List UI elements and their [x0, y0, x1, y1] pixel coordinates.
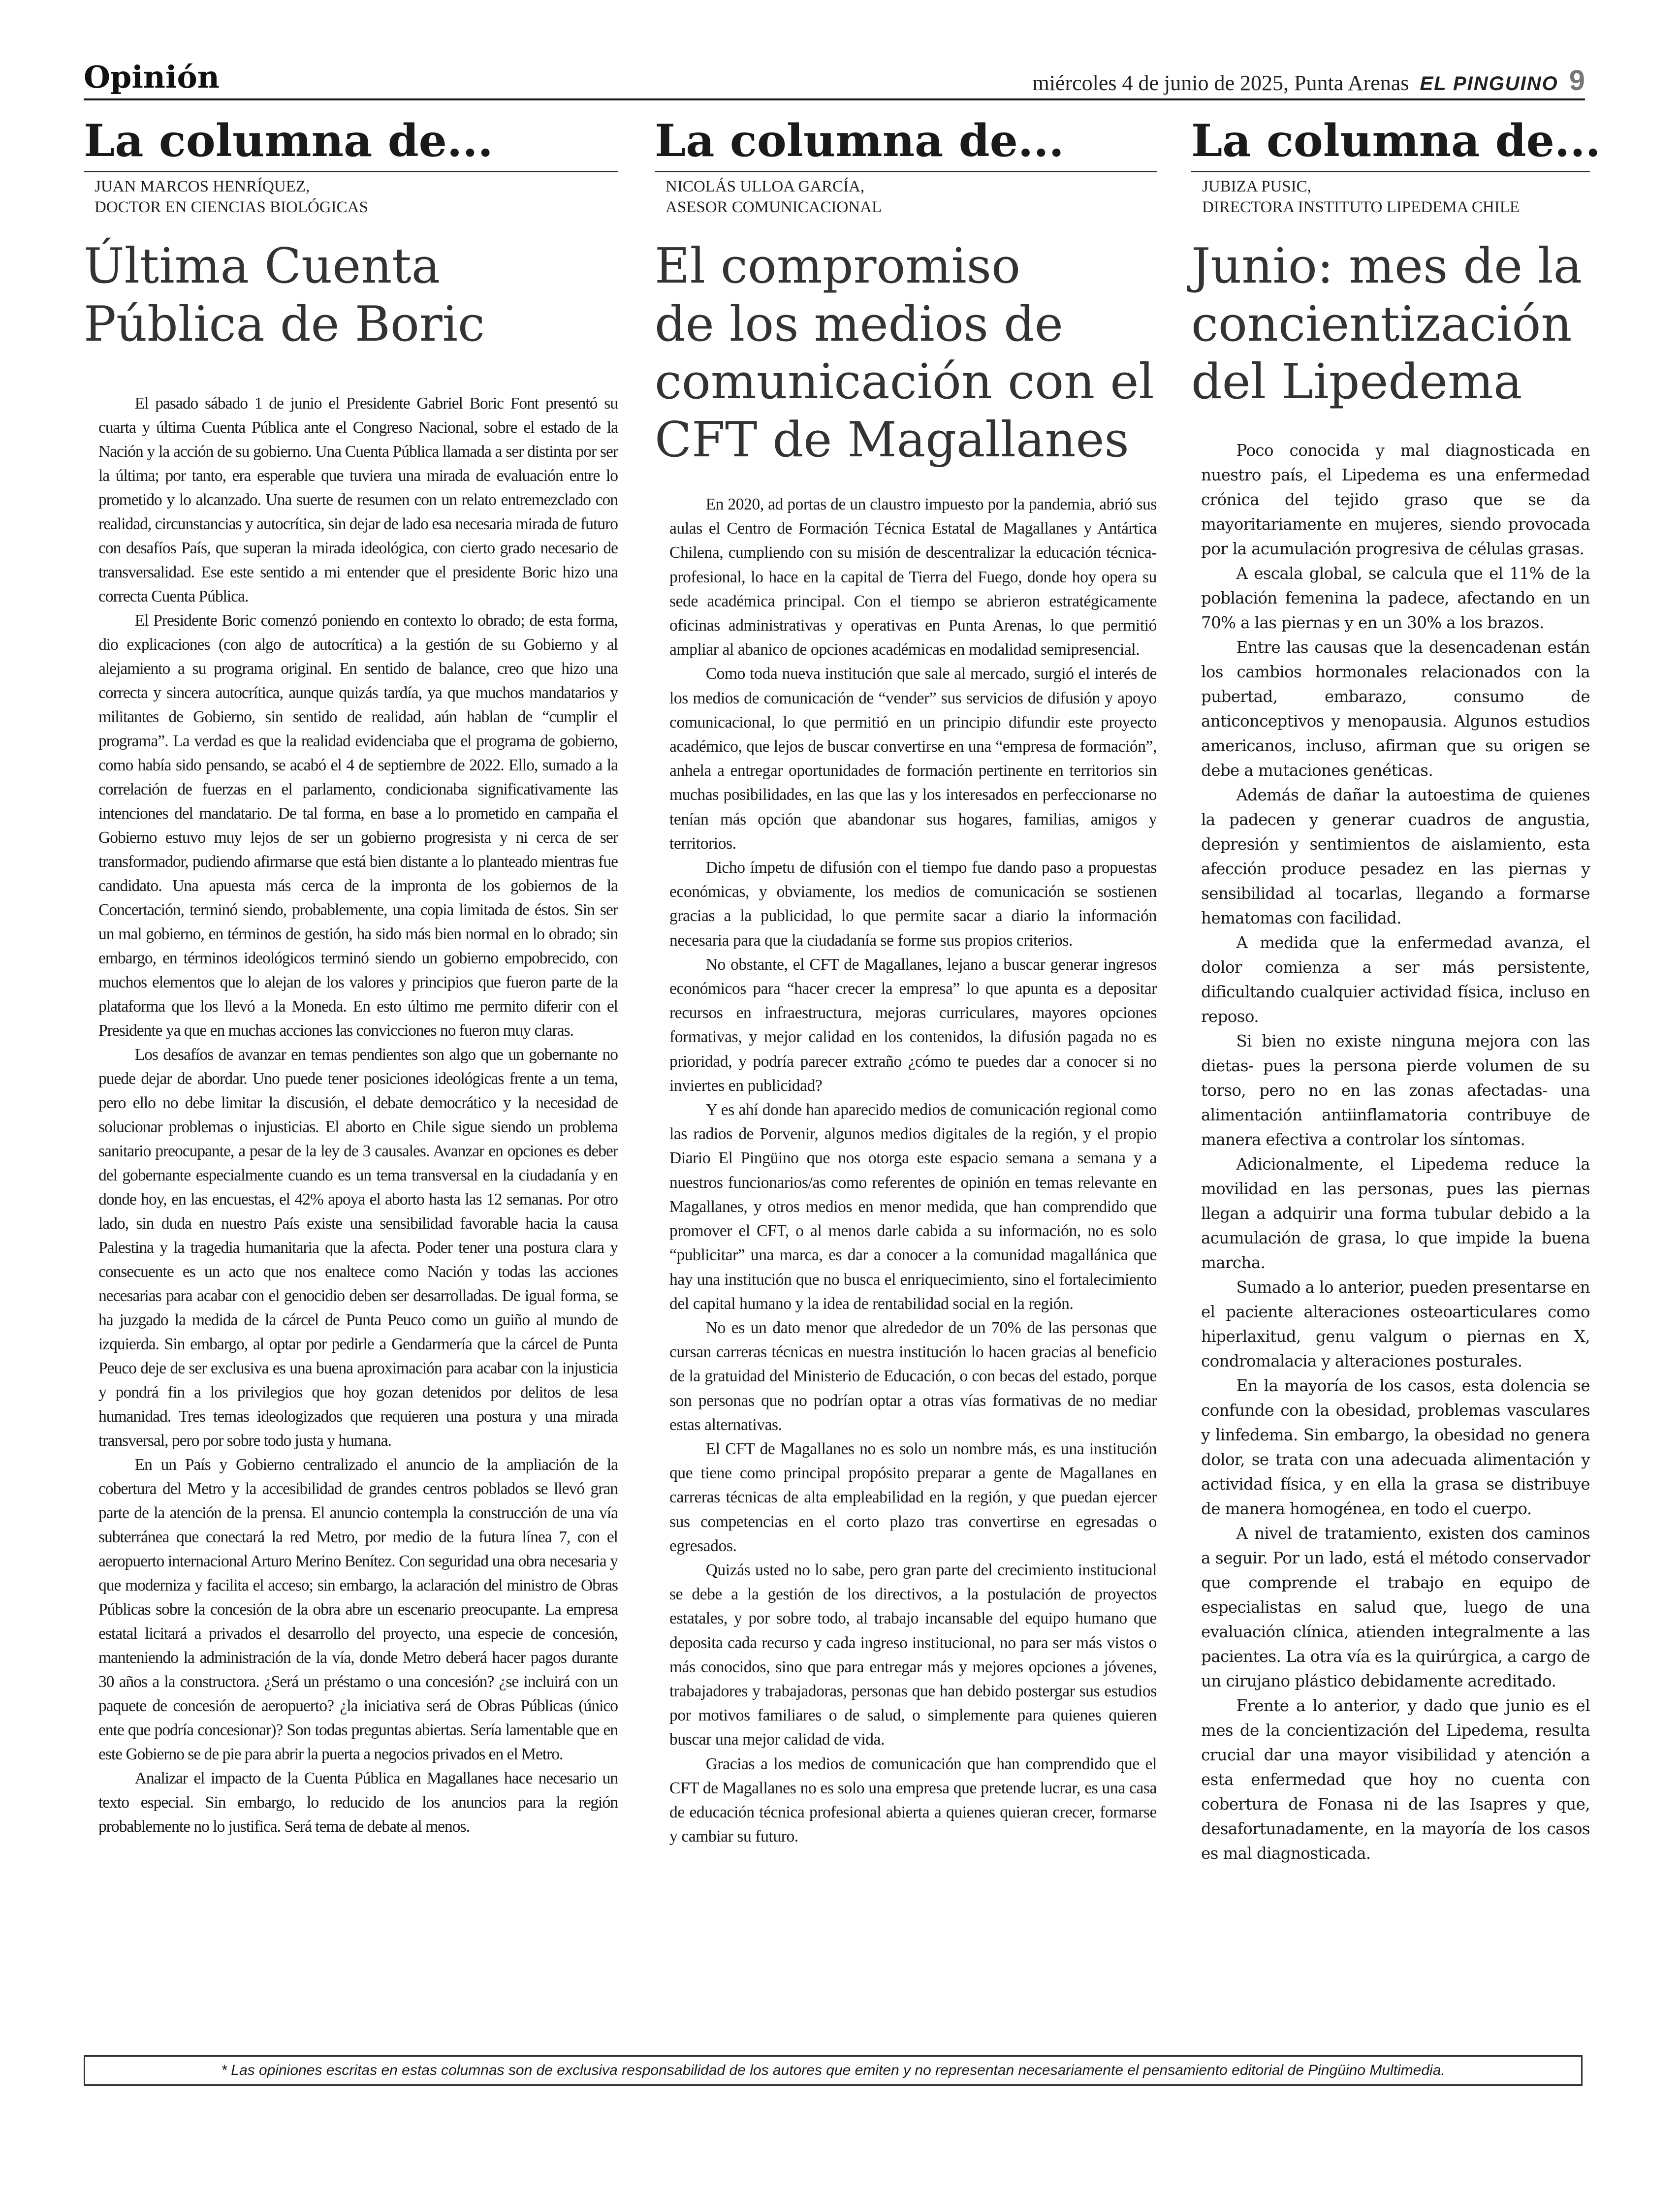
headline-line: Junio: mes de la [1191, 238, 1583, 295]
author-name: NICOLÁS ULLOA GARCÍA, [666, 177, 865, 195]
author-role: DOCTOR EN CIENCIAS BIOLÓGICAS [95, 198, 368, 217]
article-headline [1191, 238, 1590, 412]
page-number: 9 [1569, 64, 1585, 96]
body-paragraph: Los desafíos de avanzar en temas pendientes son algo que un gobernante no puede dejar de abordar. Uno puede tener posiciones ideológicas frente a un tema, pero ello no debe limitar la discusión, el debate democrático y la necesidad de solucionar problemas o injusticias. El aborto en Chile sigue siendo un problema sanitario preocupante, a pesar de la ley de 3 causales. Avanzar en opciones es deber del gobernante especialmente cuando es un tema transversal en la ciudadanía y en donde hoy, en las encuestas, el 42% apoya el aborto hasta las 12 semanas. Por otro lado, sin duda en nuestro País existe una sensibilidad favorable hacia la causa Palestina y la tragedia humanitaria que la afecta. Poder tener una postura clara y consecuente es un acto que nos enaltece como Nación y todas las acciones necesarias para acabar con el genocidio deben ser desarrolladas. De igual forma, se ha juzgado la medida de la cárcel de Punta Peuco como un guiño al mundo de izquierda. Sin embargo, al optar por pedirle a Gendarmería que la cárcel de Punta Peuco deje de ser exclusiva es una buena aproximación para acabar con la injusticia y pondrá fin a los privilegios que hoy gozan detenidos por delitos de lesa humanidad. Tres temas ideologizados que requieren una postura y una mirada transversal, pero por sobre todo justa y humana. [98, 1046, 618, 1450]
opinion-column-1 [84, 115, 618, 1836]
body-paragraph: El pasado sábado 1 de junio el Presidente Gabriel Boric Font presentó su cuarta y última Cuenta Pública ante el Congreso Nacional, sobre el estado de la Nación y la acción de su gobierno. Una Cuenta Pública llamada a ser distinta por ser la última; por tanto, era esperable que tuviera una mirada de evaluación entre lo prometido y lo alcanzado. Una suerte de resumen con un relato entremezclado con realidad, circunstancias y autocrítica, sin dejar de lado esa necesaria mirada de futuro con desafíos País, que superan la mirada ideológica, con cierto grado necesario de transversalidad. Ese este sentido a mi entender que el presidente Boric hizo una correcta Cuenta Pública. [98, 394, 618, 605]
article-body [98, 391, 618, 1839]
body-paragraph: Adicionalmente, el Lipedema reduce la movilidad en las personas, pues las piernas llegan a adquirir una forma tubular debido a la acumulación de grasa, lo que impide la buena marcha. [1201, 1155, 1590, 1272]
body-paragraph: Frente a lo anterior, y dado que junio es el mes de la concientización del Lipedema, resulta crucial dar una mayor visibilidad y atención a esta enfermedad que hoy no cuenta con cobertura de Fonasa ni de las Isapres y que, desafortunadamente, en la mayoría de los casos es mal diagnosticada. [1201, 1696, 1590, 1863]
kicker-divider [1191, 171, 1590, 172]
byline [1202, 176, 1590, 219]
body-paragraph: No es un dato menor que alrededor de un 70% de las personas que cursan carreras técnicas en nuestra institución lo hacen gracias al beneficio de la gratuidad del Ministerio de Educación, o con becas del estado, porque son personas que no podrían optar a otras vías formativas de no mediar estas alternativas. [669, 1318, 1157, 1434]
body-paragraph: Quizás usted no lo sabe, pero gran parte del crecimiento institucional se debe a la gestión de los directivos, a la postulación de proyectos estatales, y por sobre todo, al trabajo incansable del equipo humano que deposita cada recurso y cada ingreso institucional, no para ser más vistos o más conocidos, sino que para entregar más y mejores opciones a jóvenes, trabajadores y trabajadoras, personas que han debido postergar sus estudios por motivos familiares o de salud, o simplemente para quienes quieren buscar una mejor calidad de vida. [669, 1561, 1157, 1749]
article-headline [655, 238, 1157, 469]
byline [666, 176, 1157, 219]
body-paragraph: Analizar el impacto de la Cuenta Pública en Magallanes hace necesario un texto especial. Sin embargo, lo reducido de los anuncios para la región probablemente no lo justifica. Será tema de debate al menos. [98, 1769, 618, 1836]
column-kicker: La columna de... [84, 115, 493, 167]
opinion-column-2 [655, 115, 1157, 1846]
body-paragraph: No obstante, el CFT de Magallanes, lejano a buscar generar ingresos económicos para “hacer crecer la empresa” lo que apunta es a depositar recursos en infraestructura, mejoras curriculares, mayores opciones formativas, y mejor calidad en los contenidos, la difusión pagada no es prioridad, y podría parecer extraño ¿cómo te puedes dar a conocer si no inviertes en publicidad? [669, 955, 1157, 1095]
body-paragraph: Sumado a lo anterior, pueden presentarse en el paciente alteraciones osteoarticulares como hiperlaxitud, genu valgum o piernas en X, condromalacia y alteraciones posturales. [1201, 1278, 1590, 1370]
date-line: miércoles 4 de junio de 2025, Punta Arenas [1032, 71, 1409, 95]
body-paragraph: A escala global, se calcula que el 11% de la población femenina la padece, afectando en un 70% a las piernas y en un 30% a los brazos. [1201, 564, 1590, 632]
headline-line: del Lipedema [1191, 354, 1522, 411]
body-paragraph: Poco conocida y mal diagnosticada en nuestro país, el Lipedema es una enfermedad crónica del tejido graso que se da mayoritariamente en mujeres, siendo provocada por la acumulación progresiva de células grasas. [1201, 441, 1590, 558]
kicker-divider [655, 171, 1157, 172]
body-paragraph: En un País y Gobierno centralizado el anuncio de la ampliación de la cobertura del Metro y la accesibilidad de grandes centros poblados se llevó gran parte de la atención de la prensa. El anuncio contempla la construcción de una vía subterránea que conectará la red Metro, por medio de la futura línea 7, con el aeropuerto internacional Arturo Merino Benítez. Con seguridad una obra necesaria y que moderniza y facilita el acceso; sin embargo, la aclaración del ministro de Obras Públicas sobre la concesión de la obra abre un escenario preocupante. La empresa estatal licitará a privados el desarrollo del proyecto, una especie de concesión, manteniendo la administración de la vía, donde Metro deberá hacer pagos durante 30 años a la constructora. ¿Será un préstamo o una concesión? ¿se incluirá con un paquete de concesión de aeropuerto? ¿la iniciativa será de Obras Públicas (único ente que podría concesionar)? Son todas preguntas abiertas. Sería lamentable que en este Gobierno se de pie para abrir la puerta a negocios privados en el Metro. [98, 1456, 618, 1763]
header-divider [84, 98, 1585, 100]
author-name: JUAN MARCOS HENRÍQUEZ, [95, 177, 310, 195]
byline [95, 176, 618, 219]
headline-line: comunicación con el [655, 354, 1154, 411]
column-kicker: La columna de... [1191, 115, 1601, 167]
body-paragraph: A nivel de tratamiento, existen dos caminos a seguir. Por un lado, está el método conservador que comprende el trabajo en equipo de especialistas en salud que, luego de una evaluación clínica, atienden integralmente a las pacientes. La otra vía es la quirúrgica, a cargo de un cirujano plástico debidamente acreditado. [1201, 1524, 1590, 1690]
body-paragraph: Además de dañar la autoestima de quienes la padecen y generar cuadros de angustia, depresión y sentimientos de aislamiento, esta afección produce pesadez en las piernas y sensibilidad al tocarlas, llegando a formarse hematomas con facilidad. [1201, 786, 1590, 927]
body-paragraph: Dicho ímpetu de difusión con el tiempo fue dando paso a propuestas económicas, y obviamente, los medios de comunicación se sostienen gracias a la publicidad, lo que permite sacar a diario la información necesaria para que la ciudadanía se forme sus propios criterios. [669, 859, 1157, 950]
headline-line: CFT de Magallanes [655, 412, 1129, 469]
body-paragraph: En la mayoría de los casos, esta dolencia se confunde con la obesidad, problemas vasculares y linfedema. Sin embargo, la obesidad no genera dolor, se trata con una adecuada alimentación y actividad física, y en ella la grasa se distribuye de manera homogénea, en todo el cuerpo. [1201, 1376, 1590, 1518]
body-paragraph: A medida que la enfermedad avanza, el dolor comienza a ser más persistente, dificultando cualquier actividad física, incluso en reposo. [1201, 933, 1590, 1026]
author-name: JUBIZA PUSIC, [1202, 177, 1311, 195]
body-paragraph: El Presidente Boric comenzó poniendo en contexto lo obrado; de esta forma, dio explicaciones (con algo de autocrítica) a la gestión de su Gobierno y al alejamiento a su programa original. En sentido de balance, creo que hizo una correcta y sincera autocrítica, aunque quizás tardía, ya que muchos mandatarios y militantes de Gobierno, sin sentido de realidad, aún hablan de “cumplir el programa”. La verdad es que la realidad evidenciaba que el programa de gobierno, como había sido pensando, se acabó el 4 de septiembre de 2022. Ello, sumado a la correlación de fuerzas en el parlamento, condicionaba significativamente las intenciones del mandatario. De tal forma, en base a lo prometido en campaña el Gobierno estuvo muy lejos de ser un gobierno progresista y ni cerca de ser transformador, pudiendo afirmarse que está bien distante a lo planteado mientras fue candidato. Una apuesta más cerca de la impronta de los gobiernos de la Concertación, terminó siendo, probablemente, una copia limitada de éstos. Sin ser un mal gobierno, en términos de gestión, ha sido más bien normal en lo obrado; sin embargo, en términos ideológicos terminó siendo un gobierno empobrecido, con muchos elementos que lo alejan de los valores y principios que fueron parte de la plataforma que los llevó a la Moneda. En esto último me permito diferir con el Presidente ya que en muchas acciones las convicciones no fueron muy claras. [98, 611, 618, 1040]
body-paragraph: Entre las causas que la desencadenan están los cambios hormonales relacionados con la pubertad, embarazo, consumo de anticonceptivos y menopausia. Algunos estudios americanos, incluso, afirman que su origen se debe a mutaciones genéticas. [1201, 638, 1590, 780]
kicker-divider [84, 171, 618, 172]
author-role: ASESOR COMUNICACIONAL [666, 198, 882, 217]
author-role: DIRECTORA INSTITUTO LIPEDEMA CHILE [1202, 198, 1520, 217]
body-paragraph: Gracias a los medios de comunicación que han comprendido que el CFT de Magallanes no es solo una empresa que pretende lucrar, es una casa de educación técnica profesional abierta a quienes quieran crecer, formarse y cambiar su futuro. [669, 1754, 1157, 1846]
newspaper-logo: EL PINGUINO [1420, 73, 1558, 95]
headline-line: Pública de Boric [84, 296, 485, 352]
article-headline [84, 238, 618, 353]
column-kicker: La columna de... [655, 115, 1064, 167]
section-label: Opinión [84, 59, 220, 95]
disclaimer-text: * Las opiniones escritas en estas columnas son de exclusiva responsabilidad de los autores que emiten y no representan necesariamente el pensamiento editorial de Pingüino Multimedia. [221, 2062, 1445, 2078]
body-paragraph: En 2020, ad portas de un claustro impuesto por la pandemia, abrió sus aulas el Centro de Formación Técnica Estatal de Magallanes y Antártica Chilena, cumpliendo con su misión de descentralizar la educación técnica-profesional, lo hace en la capital de Tierra del Fuego, donde hoy opera su sede académica principal. Con el tiempo se abrieron estratégicamente oficinas administrativas y operativas en Punta Arenas, lo que permitió ampliar al abanico de opciones académicas en modalidad semipresencial. [669, 495, 1157, 659]
article-body [669, 492, 1157, 1848]
disclaimer-box [84, 2055, 1583, 2086]
headline-line: de los medios de [655, 296, 1063, 352]
header-meta [1032, 64, 1585, 97]
headline-line: Última Cuenta [84, 238, 441, 295]
page-header [84, 59, 1585, 103]
body-paragraph: Como toda nueva institución que sale al mercado, surgió el interés de los medios de comunicación de “vender” sus servicios de difusión y apoyo comunicacional, lo que permitió en un principio difundir este proyecto académico, que lejos de buscar convertirse en una “empresa de formación”, anhela a entregar oportunidades de formación pertinente en territorios sin muchas posibilidades, en las que las y los interesados en perfeccionarse no tenían más opción que abandonar sus hogares, familias, amigos y territorios. [669, 665, 1157, 853]
body-paragraph: Si bien no existe ninguna mejora con las dietas- pues la persona pierde volumen de su torso, pero no en las zonas afectadas- una alimentación antiinflamatoria contribuye de manera efectiva a controlar los síntomas. [1201, 1032, 1590, 1149]
headline-line: El compromiso [655, 238, 1020, 295]
body-paragraph: El CFT de Magallanes no es solo un nombre más, es una institución que tiene como principal propósito preparar a gente de Magallanes en carreras técnicas de alta empleabilidad en la región, y que puedan ejercer sus competencias en el corto plazo tras convertirse en egresadas o egresados. [669, 1439, 1157, 1555]
opinion-column-3 [1191, 115, 1601, 1863]
article-body [1201, 438, 1590, 1866]
body-paragraph: Y es ahí donde han aparecido medios de comunicación regional como las radios de Porvenir, algunos medios digitales de la región, y el propio Diario El Pingüino que nos otorga este espacio semana a semana y a nuestros funcionarios/as como referentes de opinión en temas relevante en Magallanes, y otros medios en menor medida, que han comprendido que promover el CFT, o al menos darle cabida a su información, no es solo “publicitar” una marca, es dar a conocer a la comunidad magallánica que hay una institución que no busca el enriquecimiento, sino el fortalecimiento del capital humano y la idea de rentabilidad social en la región. [669, 1101, 1157, 1313]
headline-line: concientización [1191, 296, 1572, 352]
